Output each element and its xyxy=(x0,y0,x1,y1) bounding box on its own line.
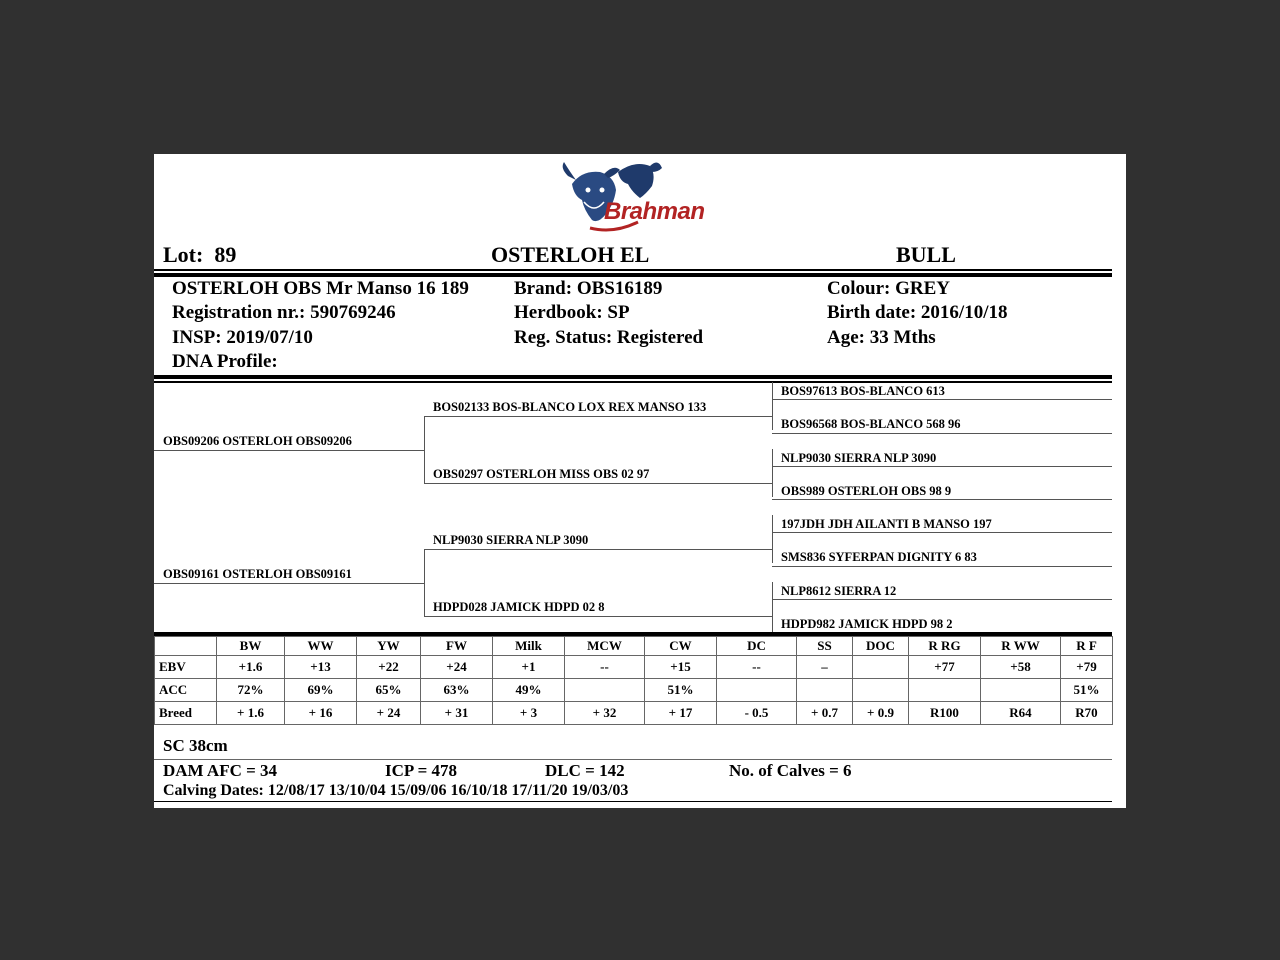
colour: Colour: GREY xyxy=(827,278,950,299)
ebv-header-cell: R WW xyxy=(981,637,1061,656)
dam-calves: No. of Calves = 6 xyxy=(729,761,852,780)
ebv-header-cell: R F xyxy=(1061,637,1113,656)
breed-cell: R64 xyxy=(981,702,1061,725)
pedigree-sire-sire: BOS02133 BOS-BLANCO LOX REX MANSO 133 xyxy=(433,400,707,414)
ebv-header-cell: WW xyxy=(285,637,357,656)
pedigree-ggp-6: SMS836 SYFERPAN DIGNITY 6 83 xyxy=(781,550,977,564)
breed-cell: R70 xyxy=(1061,702,1113,725)
header-rule xyxy=(154,269,1112,271)
sale-lot-card xyxy=(154,154,1126,808)
pedigree-ggp-1: BOS97613 BOS-BLANCO 613 xyxy=(781,384,945,398)
breed-cell: + 24 xyxy=(357,702,421,725)
animal-sex: BULL xyxy=(896,242,956,267)
pedigree-dam: OBS09161 OSTERLOH OBS09161 xyxy=(163,567,352,581)
ebv-header-cell: FW xyxy=(421,637,493,656)
pedigree-rule xyxy=(154,381,1112,383)
brand: Brand: OBS16189 xyxy=(514,278,663,299)
pedigree-ggp-5: 197JDH JDH AILANTI B MANSO 197 xyxy=(781,517,992,531)
pedigree-ggp-8: HDPD982 JAMICK HDPD 98 2 xyxy=(781,617,953,631)
ebv-cell: +22 xyxy=(357,656,421,679)
ebv-cell: +58 xyxy=(981,656,1061,679)
dam-afc: DAM AFC = 34 xyxy=(163,761,278,780)
breed-cell: - 0.5 xyxy=(717,702,797,725)
breed-cell: + 3 xyxy=(493,702,565,725)
ebv-table xyxy=(154,636,1113,725)
acc-cell: 69% xyxy=(285,679,357,702)
dna-profile: DNA Profile: xyxy=(172,351,278,372)
acc-cell xyxy=(909,679,981,702)
acc-cell: 63% xyxy=(421,679,493,702)
ebv-row xyxy=(155,656,1113,679)
ebv-header-cell: DOC xyxy=(853,637,909,656)
breed-cell: + 31 xyxy=(421,702,493,725)
ebv-header-cell: YW xyxy=(357,637,421,656)
pedigree-ggp-7: NLP8612 SIERRA 12 xyxy=(781,584,897,598)
pedigree-rule-thick xyxy=(154,375,1112,379)
acc-cell xyxy=(797,679,853,702)
ebv-cell: -- xyxy=(717,656,797,679)
ebv-cell: -- xyxy=(565,656,645,679)
acc-row xyxy=(155,679,1113,702)
breed-cell: + 17 xyxy=(645,702,717,725)
insp-date: INSP: 2019/07/10 xyxy=(172,327,313,348)
breed-cell: R100 xyxy=(909,702,981,725)
age: Age: 33 Mths xyxy=(827,327,936,348)
ebv-header-cell: R RG xyxy=(909,637,981,656)
pedigree-dam-sire: NLP9030 SIERRA NLP 3090 xyxy=(433,533,589,547)
pedigree-ggp-4: OBS989 OSTERLOH OBS 98 9 xyxy=(781,484,952,498)
divider xyxy=(154,759,1112,760)
acc-cell: 49% xyxy=(493,679,565,702)
acc-cell xyxy=(717,679,797,702)
breed-cell: + 0.9 xyxy=(853,702,909,725)
logo-wordmark: Brahman xyxy=(604,198,705,225)
breed-cell: + 32 xyxy=(565,702,645,725)
pedigree-ggp-3: NLP9030 SIERRA NLP 3090 xyxy=(781,451,937,465)
breed-cell: + 1.6 xyxy=(217,702,285,725)
ebv-cell: +13 xyxy=(285,656,357,679)
dam-dlc: DLC = 142 xyxy=(545,761,625,780)
acc-cell xyxy=(981,679,1061,702)
acc-cell: 51% xyxy=(1061,679,1113,702)
row-label: Breed xyxy=(155,702,217,725)
herdbook: Herdbook: SP xyxy=(514,302,630,323)
calving-dates: Calving Dates: 12/08/17 13/10/04 15/09/06 16/10/18 17/11/20 19/03/03 xyxy=(163,782,629,799)
animal-name: OSTERLOH OBS Mr Manso 16 189 xyxy=(172,278,469,299)
reg-status: Reg. Status: Registered xyxy=(514,327,704,348)
pedigree-dam-dam: HDPD028 JAMICK HDPD 02 8 xyxy=(433,600,605,614)
ebv-header-row xyxy=(155,637,1113,656)
row-label: ACC xyxy=(155,679,217,702)
ebv-cell: +1 xyxy=(493,656,565,679)
brahman-logo xyxy=(554,154,714,236)
ebv-cell: +79 xyxy=(1061,656,1113,679)
ebv-header-cell: BW xyxy=(217,637,285,656)
bottom-rule xyxy=(154,801,1112,802)
ebv-header-cell: DC xyxy=(717,637,797,656)
registration-number: Registration nr.: 590769246 xyxy=(172,302,396,323)
ebv-cell xyxy=(853,656,909,679)
ebv-cell: +15 xyxy=(645,656,717,679)
ebv-cell: +77 xyxy=(909,656,981,679)
ebv-cell: +1.6 xyxy=(217,656,285,679)
birth-date: Birth date: 2016/10/18 xyxy=(827,302,1008,323)
ebv-header-cell xyxy=(155,637,217,656)
pedigree-sire: OBS09206 OSTERLOH OBS09206 xyxy=(163,434,352,448)
row-label: EBV xyxy=(155,656,217,679)
breed-cell: + 0.7 xyxy=(797,702,853,725)
ebv-header-cell: CW xyxy=(645,637,717,656)
ebv-cell: – xyxy=(797,656,853,679)
acc-cell xyxy=(565,679,645,702)
scrotal-circumference: SC 38cm xyxy=(163,736,228,755)
acc-cell: 51% xyxy=(645,679,717,702)
acc-cell xyxy=(853,679,909,702)
ebv-header-cell: Milk xyxy=(493,637,565,656)
ebv-header-cell: MCW xyxy=(565,637,645,656)
ebv-header-cell: SS xyxy=(797,637,853,656)
breed-row xyxy=(155,702,1113,725)
dam-icp: ICP = 478 xyxy=(385,761,458,780)
header-rule-thick xyxy=(154,273,1112,277)
breeder-name: OSTERLOH EL xyxy=(491,242,650,267)
ebv-cell: +24 xyxy=(421,656,493,679)
lot-label: Lot: 89 xyxy=(163,242,237,267)
breed-cell: + 16 xyxy=(285,702,357,725)
lot-number: 89 xyxy=(214,242,237,267)
pedigree-ggp-2: BOS96568 BOS-BLANCO 568 96 xyxy=(781,417,961,431)
acc-cell: 72% xyxy=(217,679,285,702)
acc-cell: 65% xyxy=(357,679,421,702)
pedigree-sire-dam: OBS0297 OSTERLOH MISS OBS 02 97 xyxy=(433,467,650,481)
